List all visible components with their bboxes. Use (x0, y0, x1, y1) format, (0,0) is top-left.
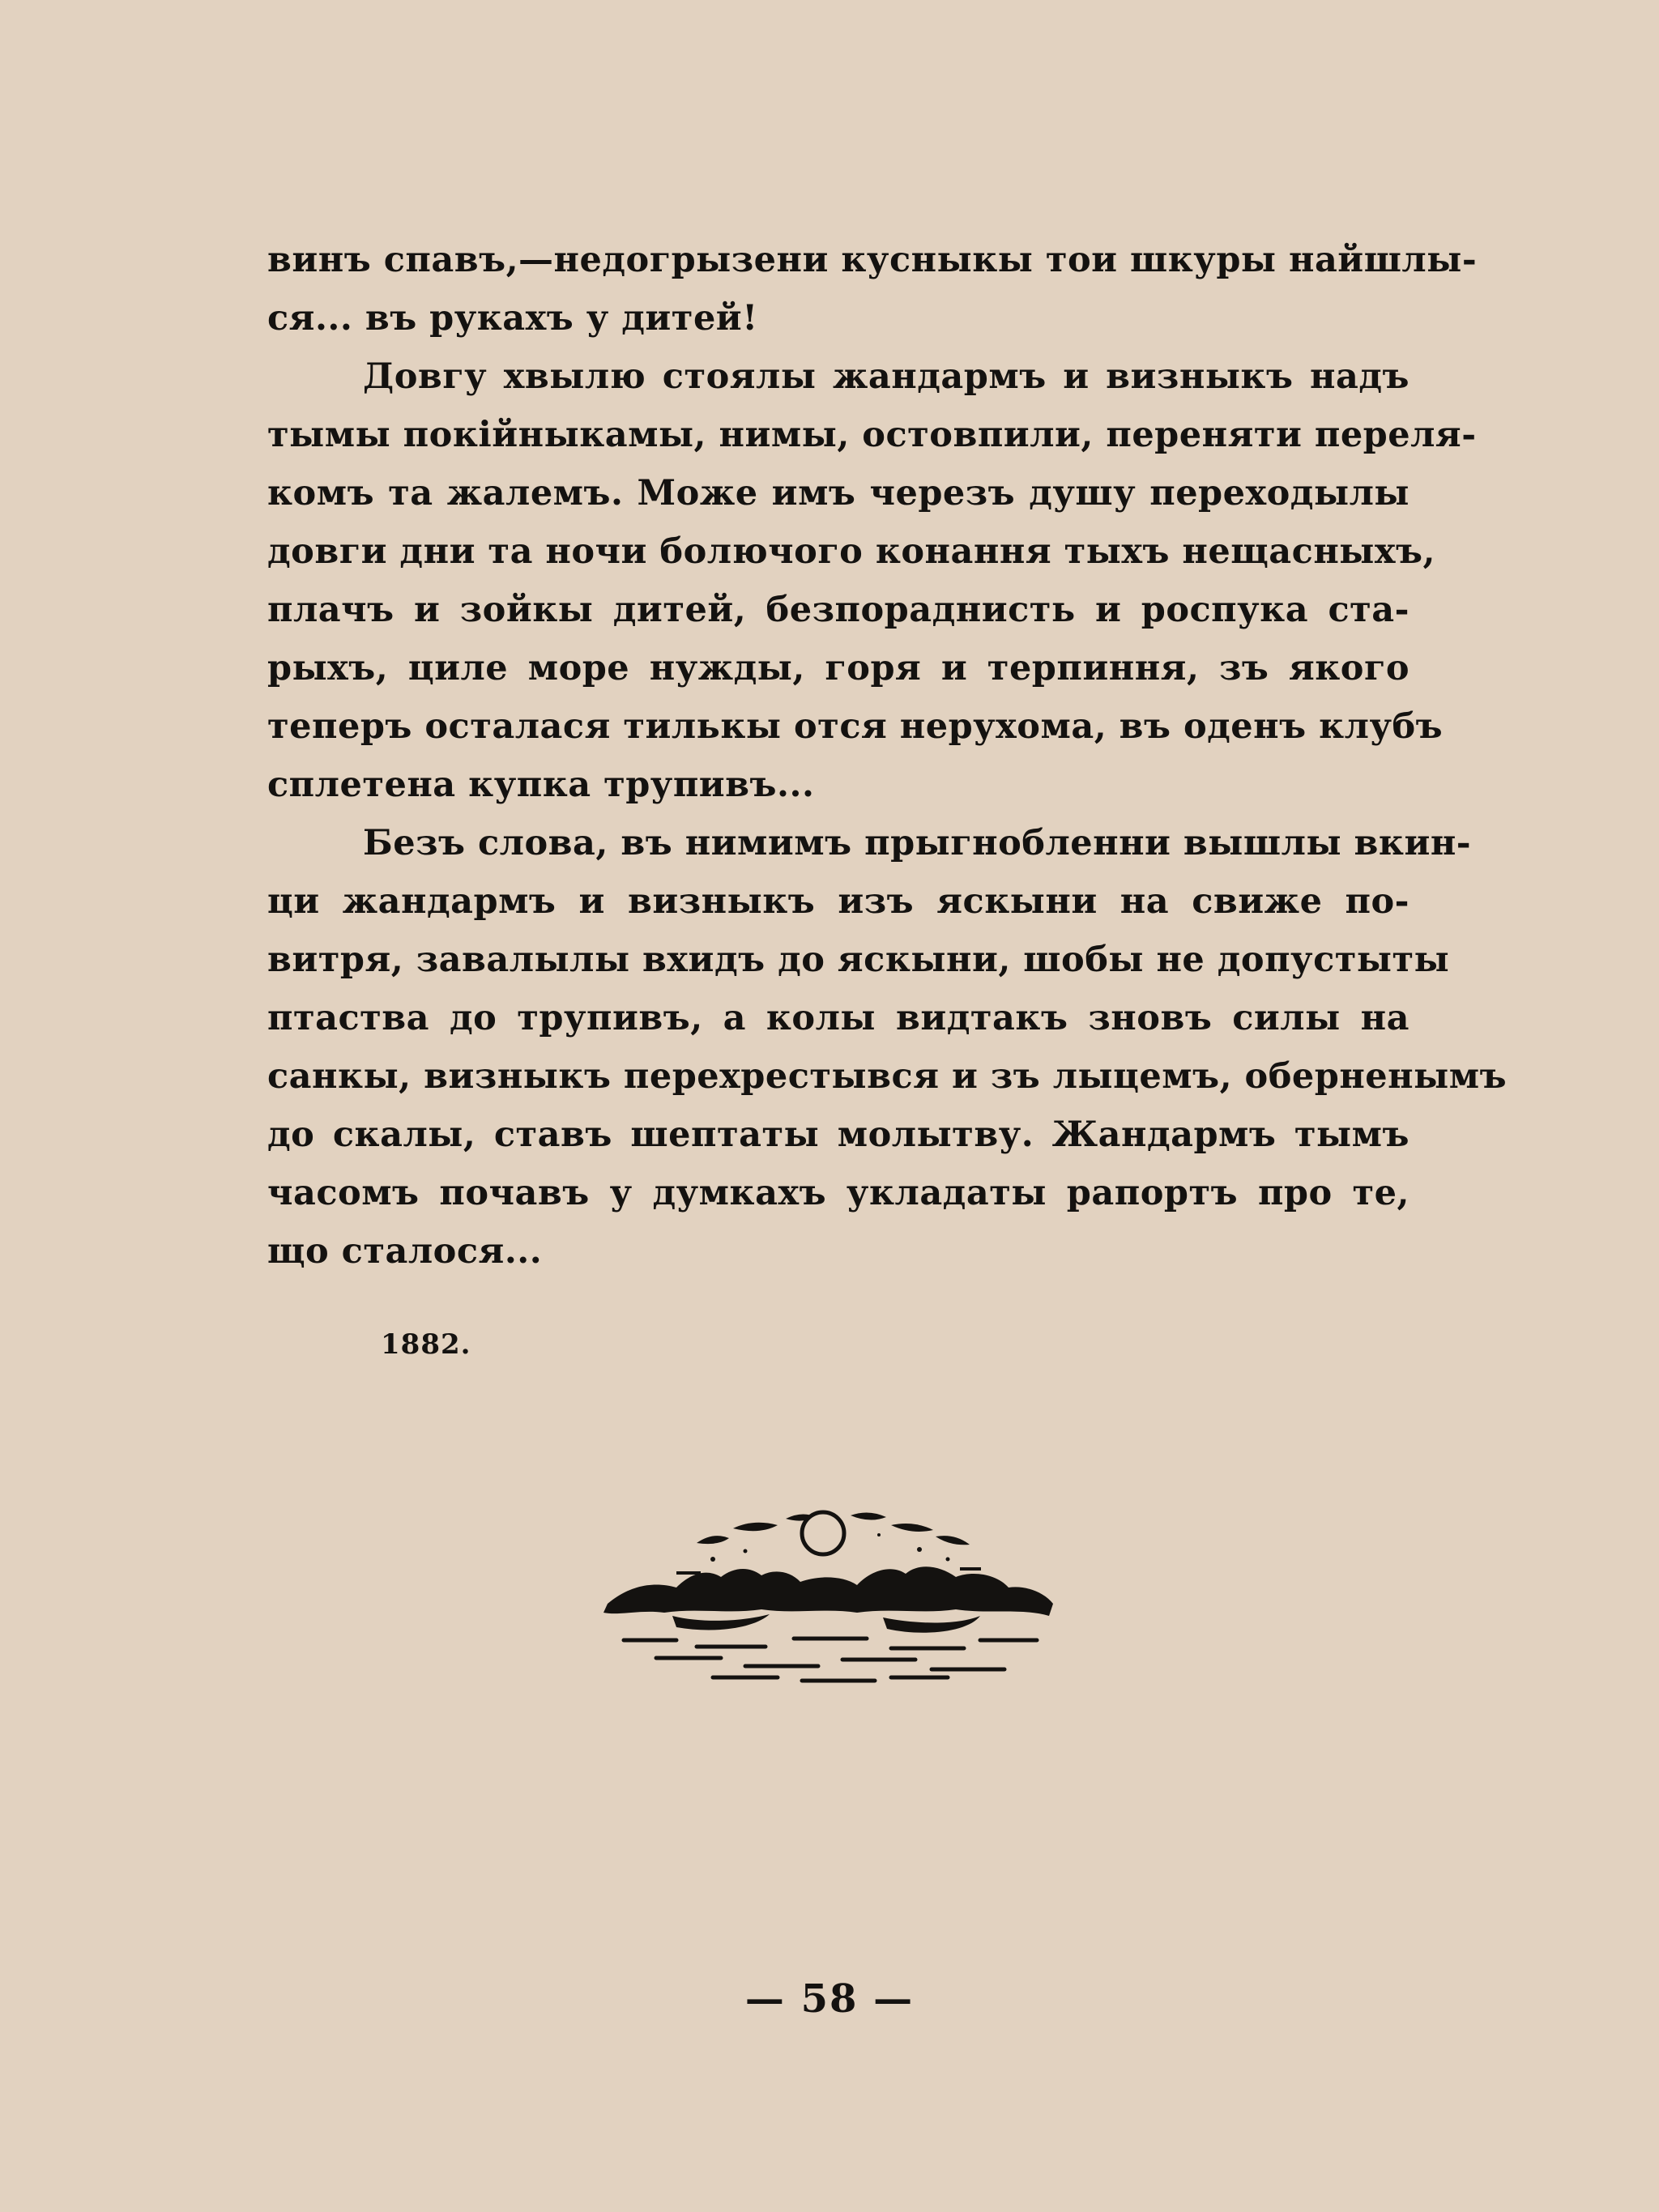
text-line: птаства до трупивъ, а колы видтакъ зновъ силы на (267, 998, 1410, 1038)
text-line: комъ та жалемъ. Може имъ черезъ душу переходылы (267, 473, 1410, 514)
moonlit-landscape-vignette-icon (599, 1486, 1061, 1685)
text-line: винъ спавъ,—недогрызени кусныкы тои шкуры найшлы- (267, 240, 1478, 280)
text-line: що сталося... (267, 1231, 543, 1272)
text-line: рыхъ, циле море нужды, горя и терпиння, зъ якого (267, 648, 1410, 688)
text-line: ци жандармъ и визныкъ изъ яскыни на свиже по- (267, 881, 1410, 922)
text-line: довги дни та ночи болючого конання тыхъ нещасныхъ, (267, 531, 1435, 572)
text-line: часомъ почавъ у думкахъ укладаты рапортъ про те, (267, 1173, 1410, 1213)
date-year: 1882. (381, 1328, 471, 1361)
text-line: до скалы, ставъ шептаты молытву. Жандармъ тымъ (267, 1115, 1410, 1155)
body-text (267, 231, 1508, 1281)
text-line: плачъ и зойкы дитей, безпораднисть и роспука ста- (267, 590, 1410, 630)
text-line: витря, завалылы вхидъ до яскыни, шобы не допустыты (267, 940, 1450, 980)
text-line: тымы покійныкамы, нимы, остовпили, переняти переля- (267, 415, 1477, 455)
page-number: — 58 — (744, 1976, 915, 2022)
text-line: сплетена купка трупивъ... (267, 765, 815, 805)
text-line: санкы, визныкъ перехрестывся и зъ лыцемъ, оберненымъ (267, 1056, 1508, 1097)
text-line: ся... въ рукахъ у дитей! (267, 298, 758, 339)
text-line: теперъ осталася тилькы отся нерухома, въ оденъ клубъ (267, 706, 1444, 747)
text-line: Безъ слова, въ нимимъ прыгнобленни вышлы вкин- (363, 823, 1472, 863)
text-line: Довгу хвылю стоялы жандармъ и визныкъ надъ (363, 356, 1410, 397)
